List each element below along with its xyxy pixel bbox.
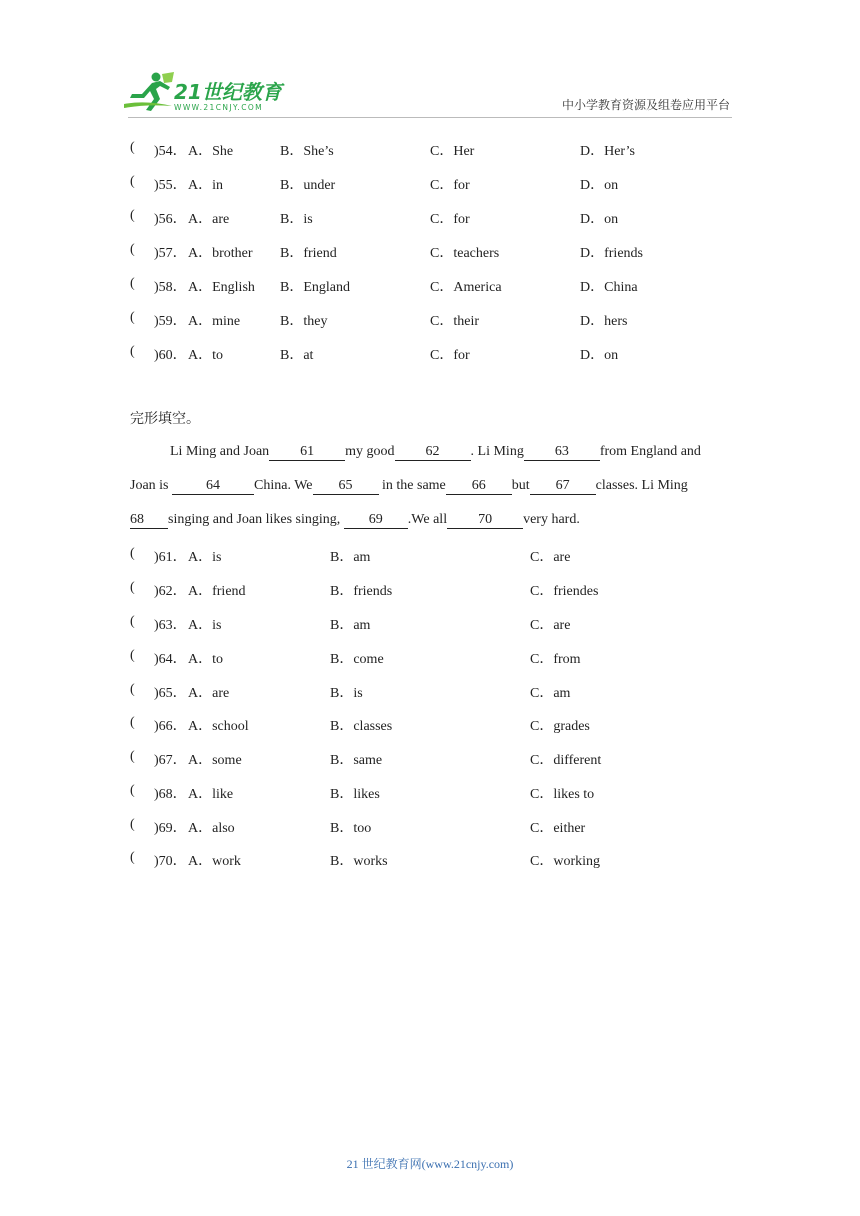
answer-paren: ( [130, 783, 135, 798]
option-b: B．same [330, 753, 383, 768]
option-a: A．She [188, 144, 234, 159]
passage-text: singing and Joan likes singing, [168, 512, 344, 527]
option-c: C．different [530, 753, 602, 768]
answer-paren: ( [130, 276, 135, 291]
passage-text: .We all [407, 512, 448, 527]
option-c: C．Her [430, 144, 475, 159]
passage-text: Li Ming and Joan [170, 444, 270, 459]
blank-67: 67 [530, 478, 596, 495]
blank-61: 61 [269, 444, 345, 461]
question-number: )57． [154, 246, 187, 261]
option-a: A．mine [188, 314, 241, 329]
question-number: )64． [154, 652, 187, 667]
option-b: B．works [330, 854, 388, 869]
option-a: A．is [188, 618, 222, 633]
option-a: A．also [188, 821, 235, 836]
blank-69: 69 [344, 512, 408, 529]
option-b: B．at [280, 348, 314, 363]
platform-tagline: 中小学教育资源及组卷应用平台 [561, 98, 730, 112]
blank-70: 70 [447, 512, 523, 529]
option-b: B．they [280, 314, 328, 329]
question-number: )69． [154, 821, 187, 836]
option-c: C．for [430, 178, 470, 193]
answer-paren: ( [130, 850, 135, 865]
question-number: )56． [154, 212, 187, 227]
option-c: C．their [430, 314, 479, 329]
option-d: D．friends [580, 246, 643, 261]
blank-64: 64 [172, 478, 254, 495]
header-divider [128, 117, 732, 118]
question-number: )54． [154, 144, 187, 159]
answer-paren: ( [130, 648, 135, 663]
answer-paren: ( [130, 344, 135, 359]
footer-link[interactable]: 21 世纪教育网(www.21cnjy.com) [346, 1157, 514, 1171]
option-a: A．friend [188, 584, 246, 599]
answer-paren: ( [130, 817, 135, 832]
option-a: A．some [188, 753, 242, 768]
option-b: B．classes [330, 719, 393, 734]
passage-text: in the same [378, 478, 446, 493]
answer-paren: ( [130, 749, 135, 764]
option-a: A．are [188, 686, 230, 701]
option-b: B．come [330, 652, 384, 667]
option-b: B．too [330, 821, 372, 836]
passage-text: Joan is [130, 478, 172, 493]
page-header [0, 68, 860, 118]
option-a: A．school [188, 719, 249, 734]
option-b: B．friends [330, 584, 393, 599]
option-a: A．like [188, 787, 234, 802]
option-a: A．work [188, 854, 241, 869]
option-c: C．working [530, 854, 600, 869]
option-d: D．on [580, 212, 619, 227]
option-c: C．grades [530, 719, 590, 734]
option-b: B．under [280, 178, 336, 193]
question-number: )67． [154, 753, 187, 768]
option-d: D．hers [580, 314, 628, 329]
option-d: D．on [580, 178, 619, 193]
passage-text: very hard. [523, 512, 580, 527]
option-c: C．friendes [530, 584, 599, 599]
option-b: B．am [330, 618, 371, 633]
option-c: C．for [430, 348, 470, 363]
option-d: D．Her’s [580, 144, 635, 159]
blank-65: 65 [313, 478, 379, 495]
option-d: D．on [580, 348, 619, 363]
answer-paren: ( [130, 614, 135, 629]
runner-logo-icon [122, 70, 176, 114]
blank-66: 66 [446, 478, 512, 495]
option-c: C．America [430, 280, 502, 295]
logo [122, 70, 292, 116]
option-a: A．English [188, 280, 255, 295]
question-number: )55． [154, 178, 187, 193]
passage-text: from England and [599, 444, 701, 459]
question-number: )61． [154, 550, 187, 565]
answer-paren: ( [130, 546, 135, 561]
option-a: A．to [188, 652, 223, 667]
option-c: C．for [430, 212, 470, 227]
option-c: C．am [530, 686, 571, 701]
option-b: B．am [330, 550, 371, 565]
answer-paren: ( [130, 208, 135, 223]
blank-68: 68 [130, 512, 168, 529]
question-number: )59． [154, 314, 187, 329]
passage-line-1 [130, 444, 732, 461]
answer-paren: ( [130, 242, 135, 257]
answer-paren: ( [130, 140, 135, 155]
blank-62: 62 [395, 444, 471, 461]
option-b: B．is [280, 212, 313, 227]
passage-text: but [511, 478, 530, 493]
logo-url: WWW.21CNJY.COM [174, 103, 264, 112]
option-a: A．are [188, 212, 230, 227]
option-b: B．likes [330, 787, 380, 802]
answer-paren: ( [130, 580, 135, 595]
answer-paren: ( [130, 682, 135, 697]
option-a: A．is [188, 550, 222, 565]
option-b: B．She’s [280, 144, 334, 159]
section-title: 完形填空。 [130, 411, 200, 427]
answer-paren: ( [130, 310, 135, 325]
question-number: )60． [154, 348, 187, 363]
option-b: B．England [280, 280, 350, 295]
passage-text: . Li Ming [470, 444, 524, 459]
passage-text: classes. Li Ming [595, 478, 688, 493]
option-c: C．are [530, 550, 571, 565]
option-d: D．China [580, 280, 638, 295]
question-number: )62． [154, 584, 187, 599]
passage-text: China. We [254, 478, 313, 493]
option-c: C．are [530, 618, 571, 633]
option-b: B．friend [280, 246, 337, 261]
answer-paren: ( [130, 174, 135, 189]
option-b: B．is [330, 686, 363, 701]
option-a: A．brother [188, 246, 253, 261]
passage-line-2 [130, 478, 732, 495]
option-c: C．likes to [530, 787, 595, 802]
option-a: A．to [188, 348, 223, 363]
question-number: )58． [154, 280, 187, 295]
question-number: )70． [154, 854, 187, 869]
option-a: A．in [188, 178, 223, 193]
passage-text: my good [345, 444, 395, 459]
option-c: C．either [530, 821, 586, 836]
passage-line-3 [130, 512, 732, 529]
question-number: )63． [154, 618, 187, 633]
option-c: C．teachers [430, 246, 500, 261]
option-c: C．from [530, 652, 581, 667]
question-number: )68． [154, 787, 187, 802]
question-number: )65． [154, 686, 187, 701]
answer-paren: ( [130, 715, 135, 730]
question-number: )66． [154, 719, 187, 734]
blank-63: 63 [524, 444, 600, 461]
logo-text: 21世纪教育 [174, 80, 282, 104]
